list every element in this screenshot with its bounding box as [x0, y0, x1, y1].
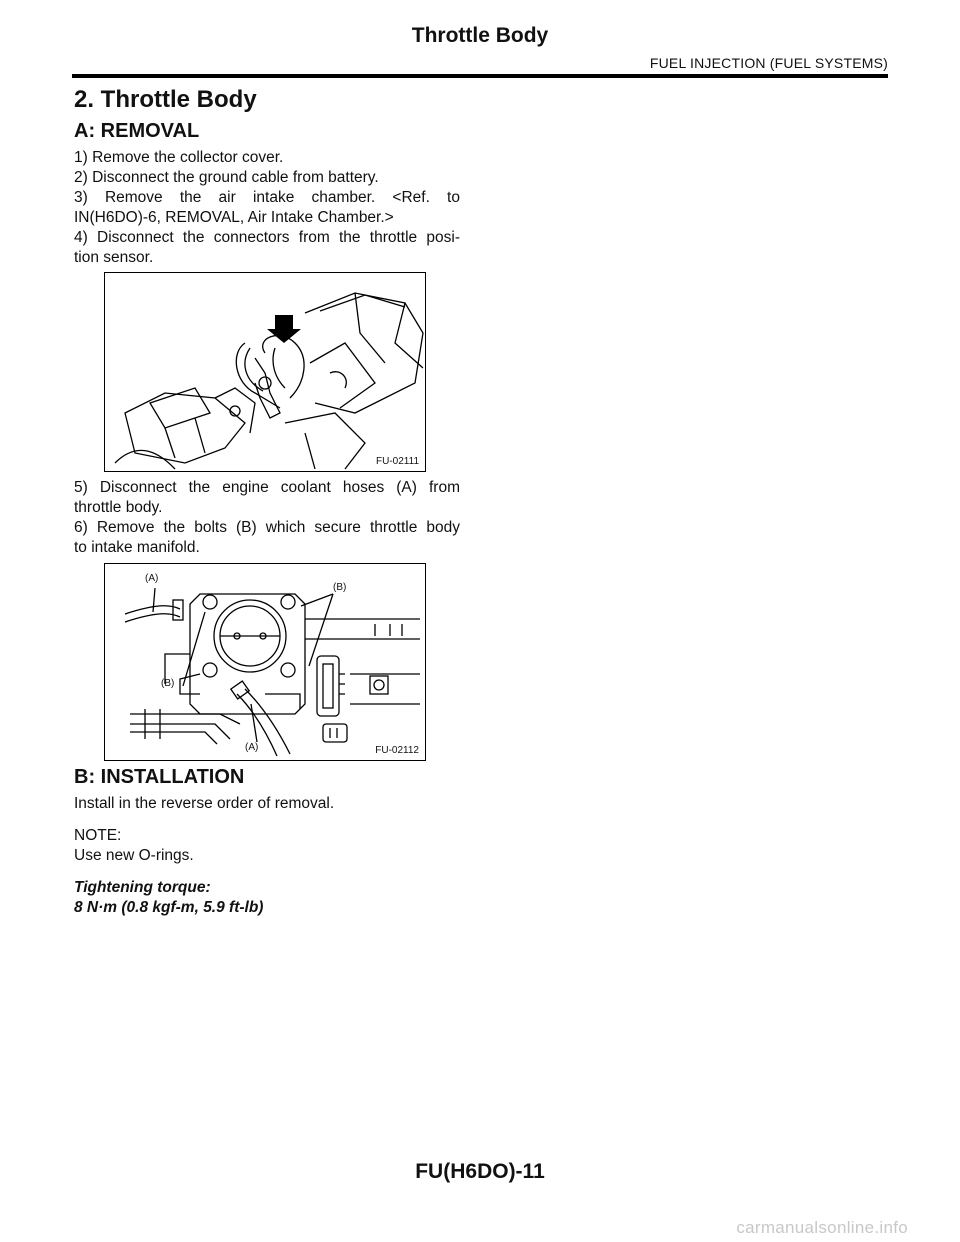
step-5-cont: throttle body. [74, 499, 163, 516]
torque-value: 8 N·m (0.8 kgf-m, 5.9 ft-lb) [74, 899, 264, 916]
page-header-section: FUEL INJECTION (FUEL SYSTEMS) [649, 55, 888, 71]
page-header-title: Throttle Body [411, 24, 549, 47]
step-4-cont: tion sensor. [74, 249, 154, 266]
removal-steps-continued [74, 478, 460, 558]
step-6-cont: to intake manifold. [74, 539, 200, 556]
removal-steps [74, 148, 460, 268]
figure-throttle-body-diagram [104, 563, 426, 761]
step-6: 6) Remove the bolts (B) which secure throttle body [74, 519, 460, 536]
step-4: 4) Disconnect the connectors from the throttle posi- [74, 229, 460, 246]
step-5: 5) Disconnect the engine coolant hoses (A) from [74, 479, 460, 496]
direction-arrow-icon [267, 315, 301, 343]
removal-heading: A: REMOVAL [74, 120, 200, 142]
installation-body [74, 794, 460, 918]
torque-label: Tightening torque: [74, 879, 211, 896]
callout-b-top: (B) [333, 582, 347, 593]
section-heading: 2. Throttle Body [74, 86, 257, 113]
note-text: Use new O-rings. [74, 847, 194, 864]
throttle-body-illustration [105, 564, 425, 760]
watermark: carmanualsonline.info [736, 1218, 908, 1237]
installation-heading: B: INSTALLATION [74, 766, 245, 788]
callout-a-bottom: (A) [245, 742, 259, 753]
installation-text: Install in the reverse order of removal. [74, 795, 335, 812]
step-3: 3) Remove the air intake chamber. <Ref. to [74, 189, 460, 206]
callout-a-top: (A) [145, 573, 159, 584]
header-divider [72, 74, 888, 78]
step-1: 1) Remove the collector cover. [74, 149, 284, 166]
figure-2-label: FU-02112 [375, 745, 419, 756]
step-3-ref: IN(H6DO)-6, REMOVAL, Air Intake Chamber.> [74, 209, 394, 226]
figure-1-label: FU-02111 [376, 456, 419, 467]
step-2: 2) Disconnect the ground cable from battery. [74, 169, 379, 186]
connector-illustration [105, 273, 425, 471]
callout-b-left: (B) [161, 678, 175, 689]
page-footer-id: FU(H6DO)-11 [415, 1160, 545, 1183]
figure-connector-photo [104, 272, 426, 472]
note-label: NOTE: [74, 827, 122, 844]
